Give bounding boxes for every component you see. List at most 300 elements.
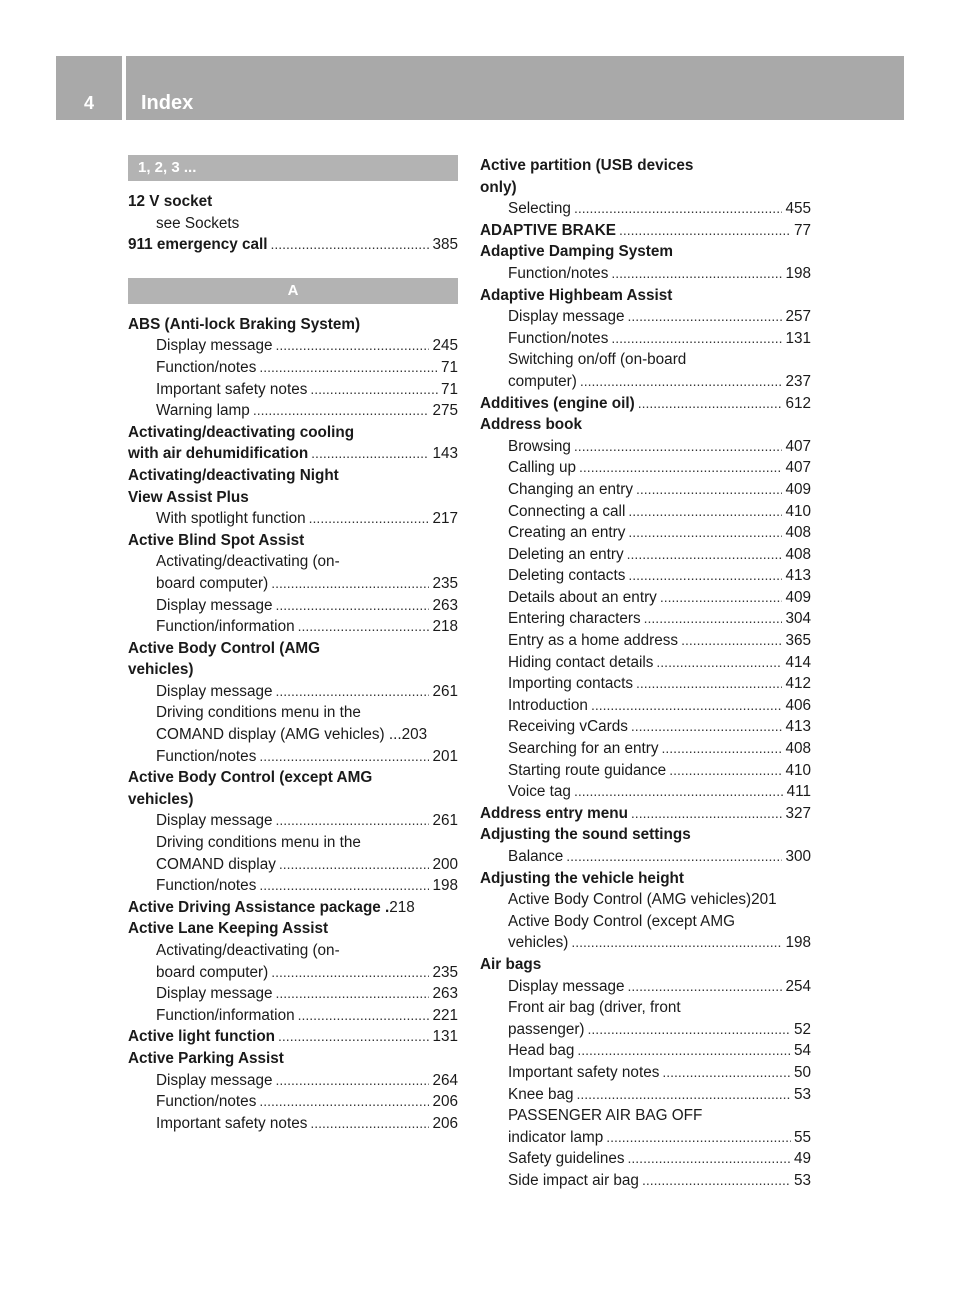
dot-leader [279, 854, 430, 876]
dot-leader [638, 393, 783, 415]
page-reference[interactable]: 612 [785, 394, 811, 412]
entry-text: Display message [156, 596, 273, 614]
page-reference[interactable]: 300 [785, 848, 811, 865]
entry-text: Knee bag [508, 1085, 574, 1103]
page-reference[interactable]: 53 [793, 1085, 811, 1103]
entry-text: Function/information [156, 1006, 295, 1024]
entry-text: board computer) [156, 574, 269, 592]
entry-text: Active Body Control (except AMG [128, 769, 373, 787]
index-subentry [480, 349, 811, 371]
entry-text: Connecting a call [508, 502, 626, 520]
entry-text: Changing an entry [508, 480, 634, 498]
index-subentry[interactable] [128, 681, 458, 703]
page-reference[interactable]: 49 [793, 1150, 811, 1168]
entry-text: Hiding contact details [508, 653, 654, 671]
page-reference[interactable]: 221 [432, 1006, 458, 1024]
dot-leader [619, 220, 791, 242]
entry-text: With spotlight function [156, 510, 306, 528]
dot-leader [270, 234, 429, 256]
entry-text: Display message [156, 985, 273, 1003]
index-column-right [480, 155, 811, 1192]
dot-leader [580, 371, 783, 393]
page-reference[interactable]: 408 [785, 524, 811, 542]
page-reference[interactable]: 365 [785, 632, 811, 650]
page-reference[interactable]: 275 [432, 402, 458, 420]
index-subentry[interactable] [480, 1127, 811, 1149]
dot-leader [275, 681, 429, 703]
dot-leader [591, 695, 783, 717]
index-entry [480, 285, 811, 307]
page-reference[interactable]: 206 [432, 1093, 458, 1111]
index-subentry[interactable] [480, 1062, 811, 1084]
index-entry [128, 918, 458, 940]
page-reference[interactable]: 217 [432, 510, 458, 528]
entry-text: computer) [508, 372, 577, 390]
dot-leader [662, 1062, 791, 1084]
entry-text: Active Body Control (except AMG [508, 912, 735, 930]
page-reference[interactable]: 412 [785, 675, 811, 693]
index-subentry[interactable] [128, 983, 458, 1005]
entry-text: vehicles) [128, 790, 194, 808]
entry-text: Driving conditions menu in the [156, 834, 361, 852]
entry-text: View Assist Plus [128, 488, 249, 506]
index-subentry[interactable] [480, 652, 811, 674]
index-subentry[interactable] [480, 608, 811, 630]
index-subentry[interactable] [128, 335, 458, 357]
index-subentry[interactable] [480, 587, 811, 609]
entry-text: passenger) [508, 1020, 585, 1038]
entry-text: Active Body Control (AMG vehicles) [508, 891, 752, 909]
dot-leader [271, 962, 429, 984]
entry-text: ABS (Anti-lock Braking System) [128, 315, 361, 333]
dot-leader [259, 1091, 429, 1113]
entry-text: Deleting an entry [508, 545, 624, 563]
entry-text: Deleting contacts [508, 567, 626, 585]
entry-text: Active partition (USB devices [480, 157, 694, 174]
page-reference[interactable]: 263 [432, 985, 458, 1003]
entry-text: Adjusting the sound settings [480, 826, 691, 844]
index-subentry[interactable] [480, 976, 811, 998]
index-subentry[interactable] [480, 630, 811, 652]
page-reference[interactable]: 54 [793, 1042, 811, 1060]
entry-text: Activating/deactivating (on- [156, 553, 340, 571]
entry-text: Starting route guidance [508, 761, 667, 779]
index-subentry[interactable] [480, 738, 811, 760]
dot-leader [259, 746, 429, 768]
index-subentry[interactable] [480, 544, 811, 566]
index-entry [128, 1048, 458, 1070]
dot-leader [275, 1070, 429, 1092]
page-reference[interactable]: 414 [785, 653, 811, 671]
index-subentry[interactable] [128, 1091, 458, 1113]
index-subentry[interactable] [480, 306, 811, 328]
index-subentry[interactable] [128, 1070, 458, 1092]
entry-text: Voice tag [508, 783, 571, 801]
page-reference[interactable]: 257 [785, 308, 811, 326]
page-reference[interactable]: 409 [785, 588, 811, 606]
page-reference[interactable]: 455 [785, 200, 811, 218]
index-subentry[interactable] [128, 573, 458, 595]
page-reference[interactable]: 71 [440, 358, 458, 376]
entry-text: ADAPTIVE BRAKE [480, 221, 616, 239]
entry-text: Head bag [508, 1042, 575, 1060]
entry-text: Adjusting the vehicle height [480, 869, 684, 887]
page-reference[interactable]: 201 [751, 891, 777, 909]
index-entry[interactable] [480, 220, 811, 242]
index-subentry[interactable] [480, 436, 811, 458]
entry-text: Display message [508, 977, 625, 995]
index-subentry [128, 702, 458, 724]
section-heading: 1, 2, 3 ... [128, 155, 458, 181]
dot-leader [669, 760, 782, 782]
index-subentry[interactable] [480, 565, 811, 587]
entry-text: Active Blind Spot Assist [128, 531, 305, 549]
dot-leader [644, 608, 783, 630]
index-subentry[interactable] [480, 695, 811, 717]
entry-text: PASSENGER AIR BAG OFF [508, 1107, 703, 1125]
page-reference[interactable]: 201 [432, 747, 458, 765]
page-reference[interactable]: 218 [432, 618, 458, 636]
index-subentry[interactable] [480, 760, 811, 782]
index-subentry[interactable] [480, 716, 811, 738]
index-subentry[interactable] [128, 724, 458, 746]
page-reference[interactable]: 410 [785, 502, 811, 520]
page-reference[interactable]: 131 [785, 329, 811, 347]
entry-text: Introduction [508, 696, 588, 714]
dot-leader [656, 652, 782, 674]
dot-leader [298, 1005, 430, 1027]
page-reference[interactable]: 409 [785, 480, 811, 498]
index-subentry[interactable] [480, 1040, 811, 1062]
entry-text: Safety guidelines [508, 1150, 625, 1168]
index-subentry[interactable] [480, 932, 811, 954]
index-entry[interactable] [128, 443, 458, 465]
entry-text: Selecting [508, 200, 571, 218]
dot-leader [577, 1084, 791, 1106]
index-entry [128, 767, 458, 789]
page-reference[interactable]: 203 [401, 726, 428, 744]
dot-leader [566, 846, 782, 868]
index-subentry[interactable] [480, 1019, 811, 1041]
entry-text: Display message [156, 337, 273, 355]
index-entry [480, 155, 811, 177]
index-entry [480, 414, 811, 436]
page-reference[interactable]: 237 [785, 372, 811, 390]
entry-text: Active light function [128, 1028, 276, 1046]
entry-text: Activating/deactivating cooling [128, 423, 355, 441]
index-entry [480, 177, 811, 199]
index-entry [480, 241, 811, 263]
entry-text: Receiving vCards [508, 718, 628, 736]
dot-leader [574, 198, 783, 220]
entry-text: Entering characters [508, 610, 641, 628]
entry-text: only) [480, 178, 517, 196]
dot-leader [628, 1148, 791, 1170]
dot-leader [662, 738, 783, 760]
entry-text: with air dehumidification [128, 445, 309, 463]
dot-leader [631, 803, 783, 825]
index-entry[interactable] [128, 234, 458, 256]
dot-leader [298, 616, 430, 638]
index-subentry[interactable] [480, 522, 811, 544]
entry-text: Active Lane Keeping Assist [128, 920, 329, 938]
entry-text: Important safety notes [156, 1114, 308, 1132]
index-subentry[interactable] [480, 328, 811, 350]
entry-text: Function/notes [508, 329, 609, 347]
dot-leader [611, 263, 782, 285]
entry-text: vehicles) [508, 934, 569, 952]
entry-text: Function/notes [156, 1093, 257, 1111]
page-reference[interactable]: 53 [793, 1171, 811, 1189]
dot-leader [259, 875, 429, 897]
entry-text: Adaptive Highbeam Assist [480, 286, 673, 304]
index-entry [480, 824, 811, 846]
index-subentry[interactable] [128, 400, 458, 422]
index-subentry [480, 911, 811, 933]
entry-text: 12 V socket [128, 193, 213, 210]
dot-leader [574, 781, 784, 803]
dot-leader [588, 1019, 791, 1041]
index-subentry[interactable] [128, 746, 458, 768]
page-title: Index [141, 92, 194, 114]
dot-leader [309, 508, 430, 530]
page-reference[interactable]: 52 [793, 1020, 811, 1038]
page-reference[interactable]: 143 [432, 445, 458, 463]
index-subentry[interactable] [480, 673, 811, 695]
index-subentry[interactable] [480, 781, 811, 803]
entry-text: Driving conditions menu in the [156, 704, 361, 722]
index-subentry[interactable] [480, 371, 811, 393]
dot-leader [275, 595, 429, 617]
index-entry [128, 314, 458, 336]
page-reference[interactable]: 408 [785, 545, 811, 563]
page-reference[interactable]: 413 [785, 718, 811, 736]
page-reference[interactable]: 264 [432, 1071, 458, 1089]
page-reference[interactable]: 411 [786, 783, 811, 801]
dot-leader [628, 522, 782, 544]
dot-leader [275, 983, 429, 1005]
dot-leader [574, 436, 783, 458]
entry-text: Balance [508, 848, 564, 865]
entry-text: Details about an entry [508, 588, 657, 606]
entry-text: Switching on/off (on-board [508, 351, 687, 369]
entry-text: Active Driving Assistance package . [128, 898, 390, 916]
index-entry [128, 789, 458, 811]
entry-text: Display message [508, 308, 625, 326]
page-reference[interactable]: 261 [432, 812, 458, 830]
dot-leader [310, 1113, 429, 1135]
dot-leader [259, 357, 438, 379]
entry-text: Function/notes [156, 358, 257, 376]
dot-leader [310, 379, 438, 401]
index-subentry [128, 213, 458, 235]
page-reference[interactable]: 198 [432, 877, 458, 895]
index-subentry[interactable] [128, 1005, 458, 1027]
entry-text: board computer) [156, 963, 269, 981]
index-subentry[interactable] [128, 1113, 458, 1135]
dot-leader [636, 479, 782, 501]
index-entry[interactable] [128, 1026, 458, 1048]
page-reference[interactable]: 413 [785, 567, 811, 585]
index-subentry[interactable] [128, 379, 458, 401]
page-reference[interactable]: 304 [785, 610, 811, 628]
dot-leader [579, 457, 782, 479]
entry-text: Important safety notes [508, 1063, 660, 1081]
dot-leader [660, 587, 783, 609]
index-subentry[interactable] [480, 1170, 811, 1192]
index-subentry [480, 997, 811, 1019]
dot-leader [642, 1170, 791, 1192]
entry-text: Front air bag (driver, front [508, 999, 681, 1017]
entry-text: COMAND display [156, 855, 276, 873]
dot-leader [611, 328, 782, 350]
dot-leader [628, 565, 782, 587]
index-subentry[interactable] [480, 1148, 811, 1170]
page-reference[interactable]: 235 [432, 963, 458, 981]
dot-leader [311, 443, 429, 465]
entry-text: Side impact air bag [508, 1171, 639, 1189]
index-subentry[interactable] [480, 457, 811, 479]
index-subentry[interactable] [128, 962, 458, 984]
entry-text: Function/information [156, 618, 295, 636]
index-subentry[interactable] [480, 846, 811, 868]
entry-text: Display message [156, 812, 273, 830]
dot-leader [278, 1026, 429, 1048]
entry-text: Display message [156, 682, 273, 700]
entry-text: Important safety notes [156, 380, 308, 398]
dot-leader [577, 1040, 791, 1062]
dot-leader [627, 976, 782, 998]
page-reference[interactable]: 410 [785, 761, 811, 779]
page-reference[interactable]: 407 [785, 437, 811, 455]
index-subentry[interactable] [128, 595, 458, 617]
page-reference[interactable]: 263 [432, 596, 458, 614]
entry-text: Function/notes [508, 264, 609, 282]
dot-leader [571, 932, 782, 954]
entry-text: Function/notes [156, 747, 257, 765]
entry-text: Active Body Control (AMG [128, 639, 321, 657]
page-reference[interactable]: 385 [432, 236, 458, 254]
entry-text: Adaptive Damping System [480, 243, 673, 261]
page-reference[interactable]: 206 [432, 1114, 458, 1132]
page-reference[interactable]: 55 [793, 1128, 811, 1146]
entry-text: Address book [480, 416, 582, 434]
entry-text: Calling up [508, 459, 577, 477]
index-entry [128, 638, 458, 660]
index-subentry[interactable] [128, 357, 458, 379]
index-subentry[interactable] [480, 479, 811, 501]
index-subentry[interactable] [480, 198, 811, 220]
index-entry [128, 465, 458, 487]
entry-text: Searching for an entry [508, 740, 659, 758]
dot-leader [275, 335, 429, 357]
entry-text: see Sockets [156, 214, 240, 232]
index-entry[interactable] [480, 803, 811, 825]
index-entry[interactable] [480, 393, 811, 415]
index-subentry[interactable] [128, 616, 458, 638]
page-reference[interactable]: 198 [785, 264, 811, 282]
entry-text: Creating an entry [508, 524, 626, 542]
dot-leader [681, 630, 782, 652]
page-number: 4 [83, 93, 94, 113]
page-reference[interactable]: 407 [785, 459, 811, 477]
entry-text: Additives (engine oil) [480, 394, 635, 412]
index-subentry [480, 1105, 811, 1127]
page-reference[interactable]: 50 [793, 1063, 811, 1081]
index-column-left [128, 155, 458, 1134]
page-reference[interactable]: 254 [785, 977, 811, 995]
dot-leader [271, 573, 429, 595]
index-entry [480, 954, 811, 976]
index-entry [128, 530, 458, 552]
dot-leader [606, 1127, 791, 1149]
index-entry [128, 659, 458, 681]
entry-text: Air bags [480, 955, 542, 973]
index-subentry[interactable] [128, 508, 458, 530]
dot-leader [628, 501, 782, 523]
index-subentry[interactable] [128, 810, 458, 832]
page-reference[interactable]: 245 [432, 337, 458, 355]
dot-leader [253, 400, 430, 422]
index-entry [128, 191, 458, 213]
index-entry [480, 868, 811, 890]
entry-text: Display message [156, 1071, 273, 1089]
entry-text: Activating/deactivating Night [128, 466, 339, 484]
index-subentry [128, 832, 458, 854]
page-reference[interactable]: 218 [389, 898, 415, 916]
page-reference[interactable]: 77 [793, 221, 811, 239]
page-reference[interactable]: 406 [785, 696, 811, 714]
dot-leader [275, 810, 429, 832]
index-subentry[interactable] [480, 501, 811, 523]
dot-leader [636, 673, 782, 695]
index-subentry [128, 940, 458, 962]
entry-text: Entry as a home address [508, 632, 679, 650]
entry-text: Browsing [508, 437, 571, 455]
index-subentry[interactable] [480, 1084, 811, 1106]
entry-text: Warning lamp [156, 402, 250, 420]
index-entry [128, 487, 458, 509]
section-heading: A [128, 278, 458, 304]
page-reference[interactable]: 200 [432, 855, 458, 873]
page-reference[interactable]: 198 [785, 934, 811, 952]
index-subentry[interactable] [480, 263, 811, 285]
entry-text: vehicles) [128, 661, 194, 679]
entry-text: indicator lamp [508, 1128, 604, 1146]
page-reference[interactable]: 408 [785, 740, 811, 758]
entry-text: 911 emergency call [128, 236, 268, 254]
entry-text: COMAND display (AMG vehicles) ... [156, 726, 402, 744]
dot-leader [627, 544, 783, 566]
dot-leader [631, 716, 783, 738]
index-entry [128, 422, 458, 444]
entry-text: Activating/deactivating (on- [156, 942, 340, 959]
page-reference[interactable]: 131 [432, 1028, 458, 1046]
index-subentry[interactable] [480, 889, 811, 911]
dot-leader [627, 306, 782, 328]
entry-text: Address entry menu [480, 804, 628, 822]
entry-text: Function/notes [156, 877, 257, 895]
index-subentry[interactable] [128, 854, 458, 876]
entry-text: Active Parking Assist [128, 1049, 284, 1067]
page-reference[interactable]: 235 [432, 574, 458, 592]
page-reference[interactable]: 327 [785, 804, 811, 822]
header-separator [122, 56, 126, 120]
index-subentry[interactable] [128, 875, 458, 897]
index-entry[interactable] [128, 897, 458, 919]
page-reference[interactable]: 261 [432, 682, 458, 700]
page-reference[interactable]: 71 [440, 380, 458, 398]
